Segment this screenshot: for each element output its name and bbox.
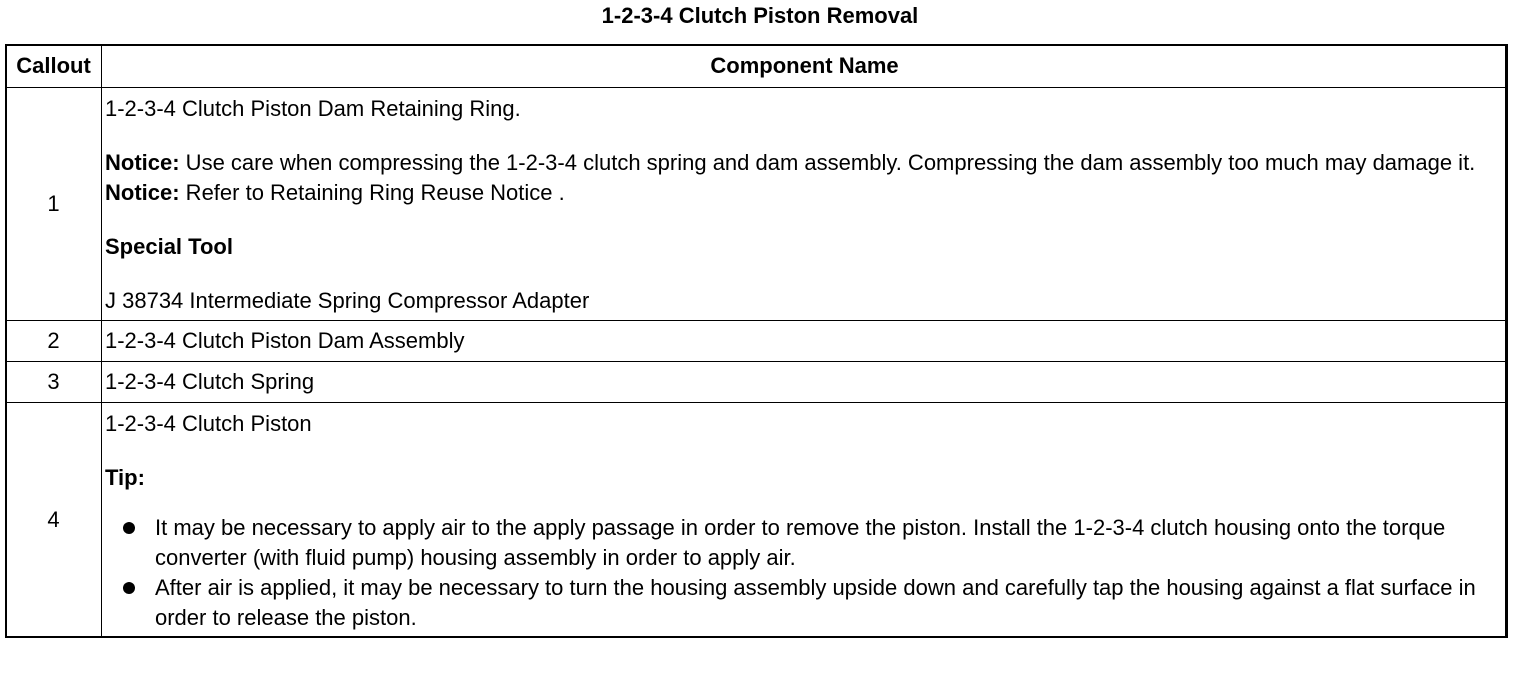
callout-number: 4 bbox=[6, 403, 102, 638]
callout-number: 1 bbox=[6, 88, 102, 321]
component-name: 1-2-3-4 Clutch Spring bbox=[105, 369, 315, 394]
column-header-callout: Callout bbox=[6, 45, 102, 88]
column-header-component-name: Component Name bbox=[102, 45, 1508, 88]
callout-number: 3 bbox=[6, 362, 102, 403]
tip-text: After air is applied, it may be necessary to turn the housing assembly upside down and carefully tap the housing against a flat surface in order to release the piston. bbox=[155, 575, 1476, 630]
component-cell bbox=[102, 362, 1508, 403]
notice-label: Notice: bbox=[105, 180, 180, 205]
table-header-row bbox=[6, 45, 1508, 88]
list-item bbox=[105, 573, 1497, 633]
callout-table bbox=[5, 44, 1508, 638]
notice-text: Use care when compressing the 1-2-3-4 clutch spring and dam assembly. Compressing the dam assembly too much may damage it. bbox=[179, 150, 1476, 175]
notice-text: Refer to Retaining Ring Reuse Notice . bbox=[179, 180, 565, 205]
table-row bbox=[6, 403, 1508, 638]
tip-label: Tip: bbox=[105, 465, 145, 490]
component-cell bbox=[102, 321, 1508, 362]
component-name: 1-2-3-4 Clutch Piston bbox=[105, 411, 312, 436]
callout-number: 2 bbox=[6, 321, 102, 362]
table-row bbox=[6, 88, 1508, 321]
tip-text: It may be necessary to apply air to the apply passage in order to remove the piston. Install the 1-2-3-4 clutch housing onto the torque converter (with fluid pump) housing assembly in order to apply air. bbox=[155, 515, 1446, 570]
special-tool-name: J 38734 Intermediate Spring Compressor Adapter bbox=[105, 288, 590, 313]
notice-label: Notice: bbox=[105, 150, 180, 175]
table-row bbox=[6, 321, 1508, 362]
list-item bbox=[105, 513, 1497, 573]
tip-list bbox=[105, 513, 1497, 633]
bullet-icon bbox=[123, 522, 135, 534]
notice bbox=[105, 178, 1497, 208]
component-name: 1-2-3-4 Clutch Piston Dam Assembly bbox=[105, 328, 465, 353]
component-name: 1-2-3-4 Clutch Piston Dam Retaining Ring. bbox=[105, 96, 521, 121]
special-tool-heading: Special Tool bbox=[105, 234, 233, 259]
component-cell bbox=[102, 403, 1508, 638]
page-title: 1-2-3-4 Clutch Piston Removal bbox=[601, 3, 919, 28]
notice bbox=[105, 148, 1497, 178]
bullet-icon bbox=[123, 582, 135, 594]
table-row bbox=[6, 362, 1508, 403]
component-cell bbox=[102, 88, 1508, 321]
